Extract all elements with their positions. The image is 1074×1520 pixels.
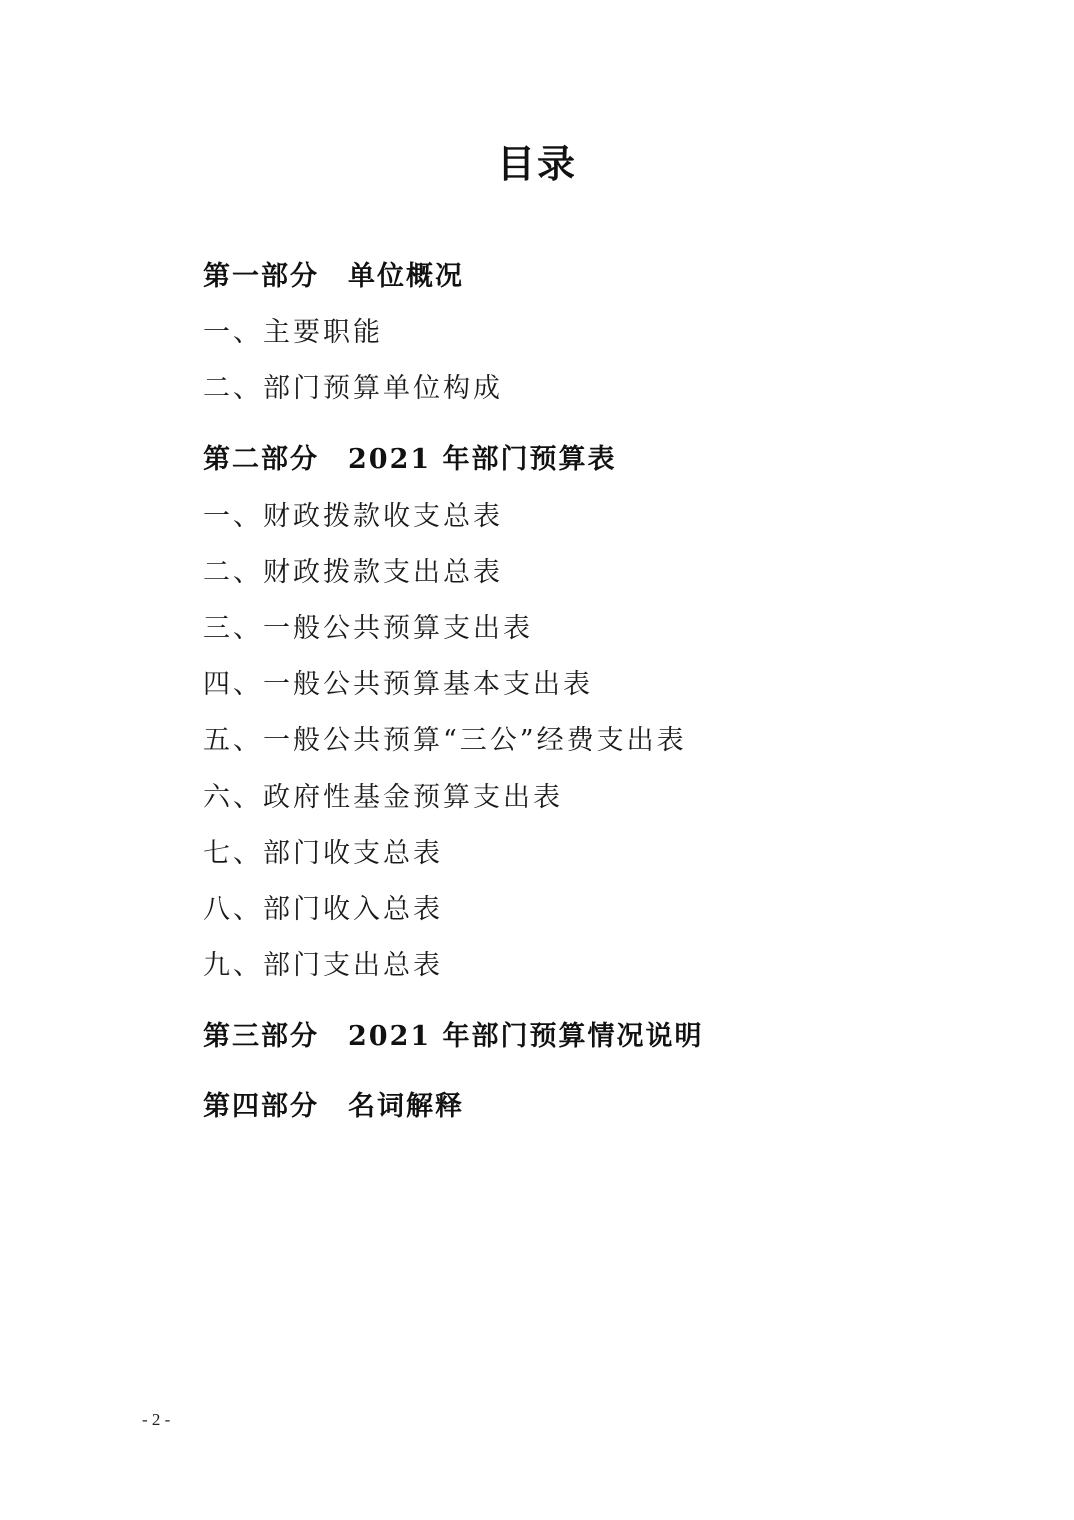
page-number: - 2 - <box>142 1410 171 1429</box>
toc-item-unit-composition: 二、部门预算单位构成 <box>203 373 503 404</box>
toc-item-table-4: 四、一般公共预算基本支出表 <box>203 669 593 700</box>
toc-item-table-9: 九、部门支出总表 <box>203 950 443 981</box>
toc-part-1: 第一部分 单位概况 <box>203 261 464 292</box>
toc-item-table-8: 八、部门收入总表 <box>203 894 443 925</box>
toc-item-table-7: 七、部门收支总表 <box>203 838 443 869</box>
toc-item-main-functions: 一、主要职能 <box>203 317 383 348</box>
toc-item-table-2: 二、财政拨款支出总表 <box>203 557 503 588</box>
toc-part-4: 第四部分 名词解释 <box>203 1091 464 1122</box>
toc-item-table-6: 六、政府性基金预算支出表 <box>203 782 563 813</box>
toc-part-3: 第三部分 2021 年部门预算情况说明 <box>203 1021 704 1052</box>
toc-item-table-5: 五、一般公共预算“三公”经费支出表 <box>203 725 687 756</box>
toc-part-2: 第二部分 2021 年部门预算表 <box>203 444 617 475</box>
toc-item-table-3: 三、一般公共预算支出表 <box>203 613 533 644</box>
page-title: 目录 <box>496 141 577 186</box>
toc-item-table-1: 一、财政拨款收支总表 <box>203 501 503 532</box>
